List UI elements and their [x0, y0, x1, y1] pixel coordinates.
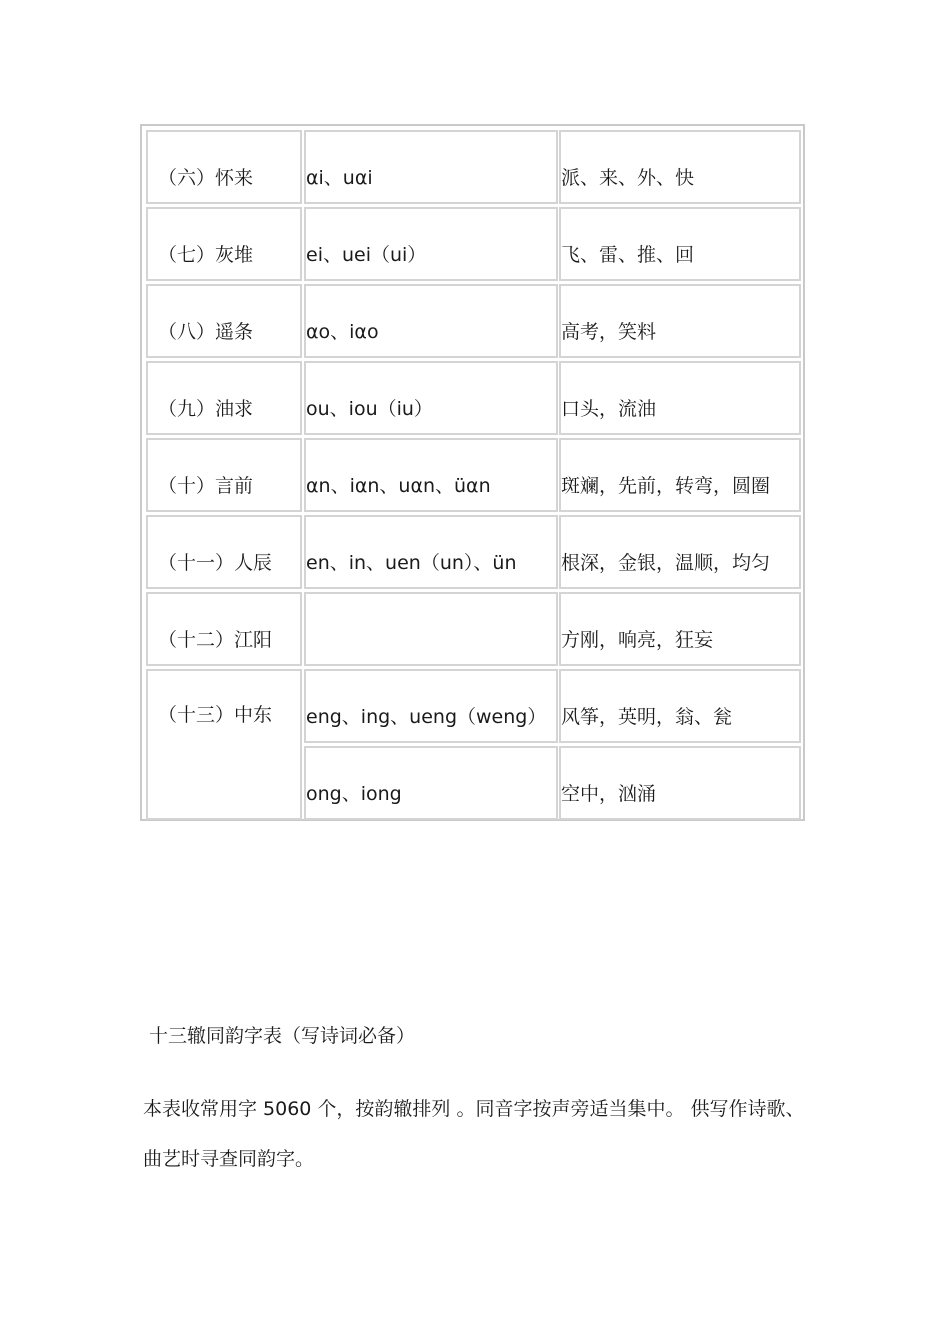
- finals-text: αo、iαo: [306, 321, 379, 343]
- category-text: （九）油求: [158, 398, 254, 420]
- examples-text: 空中，汹涌: [561, 783, 657, 805]
- finals-text: ou、iou（iu）: [306, 398, 433, 420]
- finals-text: ei、uei（ui）: [306, 244, 427, 266]
- examples-text: 斑斓，先前，转弯，圆圈: [561, 475, 771, 497]
- category-text: （八）遥条: [158, 321, 254, 343]
- table-cell-examples: [559, 207, 801, 281]
- intro-paragraph-line: 本表收常用字 5060 个，按韵辙排列 。同音字按声旁适当集中。 供写作诗歌、: [143, 1098, 805, 1120]
- table-cell-category: [146, 207, 302, 281]
- examples-text: 飞、雷、推、回: [561, 244, 695, 266]
- table-cell-examples: [559, 669, 801, 743]
- examples-text: 口头，流油: [561, 398, 657, 420]
- category-text: （六）怀来: [158, 167, 254, 189]
- table-cell-category: [146, 130, 302, 204]
- table-cell-finals: [304, 284, 558, 358]
- rhyme-table: [140, 124, 805, 821]
- finals-text: αi、uαi: [306, 167, 373, 189]
- table-cell-examples: [559, 438, 801, 512]
- examples-text: 风筝，英明，翁、瓮: [561, 706, 733, 728]
- table-cell-category: [146, 438, 302, 512]
- category-text: （十二）江阳: [158, 629, 273, 651]
- category-text: （十）言前: [158, 475, 254, 497]
- table-cell-finals: [304, 361, 558, 435]
- table-cell-examples: [559, 746, 801, 820]
- table-cell-category: [146, 361, 302, 435]
- table-cell-finals: [304, 746, 558, 820]
- examples-text: 根深，金银，温顺，均匀: [561, 552, 771, 574]
- section-heading: 十三辙同韵字表（写诗词必备）: [149, 1025, 416, 1047]
- intro-paragraph-line: 曲艺时寻查同韵字。: [143, 1148, 315, 1170]
- finals-text: ong、iong: [306, 783, 402, 805]
- examples-text: 方刚，响亮，狂妄: [561, 629, 714, 651]
- examples-text: 高考，笑料: [561, 321, 657, 343]
- table-cell-category: [146, 592, 302, 666]
- table-cell-examples: [559, 592, 801, 666]
- table-cell-finals: [304, 438, 558, 512]
- finals-text: αn、iαn、uαn、üαn: [306, 475, 491, 497]
- category-text: （十一）人辰: [158, 552, 273, 574]
- table-cell-finals: [304, 130, 558, 204]
- table-cell-category: [146, 669, 302, 820]
- category-text: （七）灰堆: [158, 244, 254, 266]
- table-cell-examples: [559, 284, 801, 358]
- table-cell-category: [146, 515, 302, 589]
- category-text: （十三）中东: [158, 704, 273, 726]
- table-cell-examples: [559, 361, 801, 435]
- table-cell-category: [146, 284, 302, 358]
- table-cell-finals: [304, 592, 558, 666]
- table-cell-examples: [559, 130, 801, 204]
- table-cell-examples: [559, 515, 801, 589]
- finals-text: en、in、uen（un）、ün: [306, 552, 517, 574]
- table-cell-finals: [304, 207, 558, 281]
- table-cell-finals: [304, 669, 558, 743]
- table-cell-finals: [304, 515, 558, 589]
- examples-text: 派、来、外、快: [561, 167, 695, 189]
- finals-text: eng、ing、ueng（weng）: [306, 706, 547, 728]
